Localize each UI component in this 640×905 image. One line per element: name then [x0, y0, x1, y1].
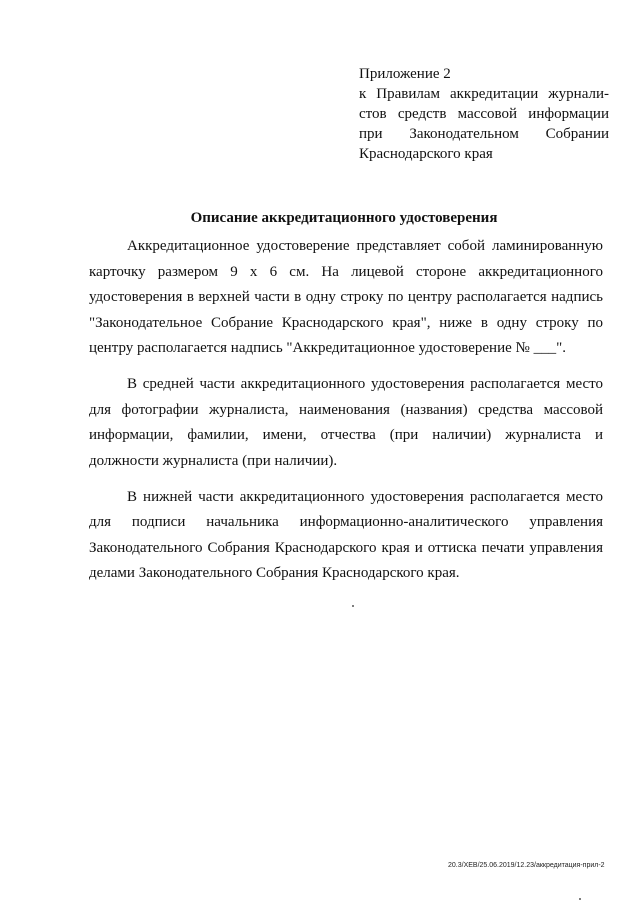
paragraph: В средней части аккредитационного удостоверения располагается место для фотографии журналиста, наименования (названия) средства массовой информации, фамилии, имени, отчества (при наличии) журналиста и должности журналиста (при наличии). — [89, 376, 603, 469]
annex-reference-line: стов средств массовой информации — [359, 106, 609, 122]
annex-header — [359, 64, 609, 164]
paragraph: Аккредитационное удостоверение представляет собой ламинированную карточку размером 9 х 6 см. На лицевой стороне аккредитационного удостоверения в верхней части в одну строку по центру располагается надпись "Законодательное Собрание Краснодарского края", ниже в одну строку по центру располагается надпись "Аккредитационное удостоверение № ___". — [89, 238, 603, 356]
annex-reference-line: к Правилам аккредитации журнали- — [359, 86, 609, 102]
annex-reference-line: при Законодательном Собрании — [359, 126, 609, 142]
paragraph: В нижней части аккредитационного удостоверения располагается место для подписи начальника информационно-аналитического управления Законодательного Собрания Краснодарского края и оттиска печати управления делами Законодательного Собрания Краснодарского края. — [89, 488, 603, 581]
scan-speck — [352, 605, 354, 607]
annex-number: Приложение 2 — [359, 66, 451, 82]
scan-speck — [579, 898, 581, 900]
document-title: Описание аккредитационного удостоверения — [190, 210, 498, 226]
annex-reference-line: Краснодарского края — [359, 146, 493, 162]
document-code: 20.3/ХЕВ/25.06.2019/12.23/аккредитация-прил-2 — [448, 862, 605, 869]
document-body — [89, 234, 603, 597]
